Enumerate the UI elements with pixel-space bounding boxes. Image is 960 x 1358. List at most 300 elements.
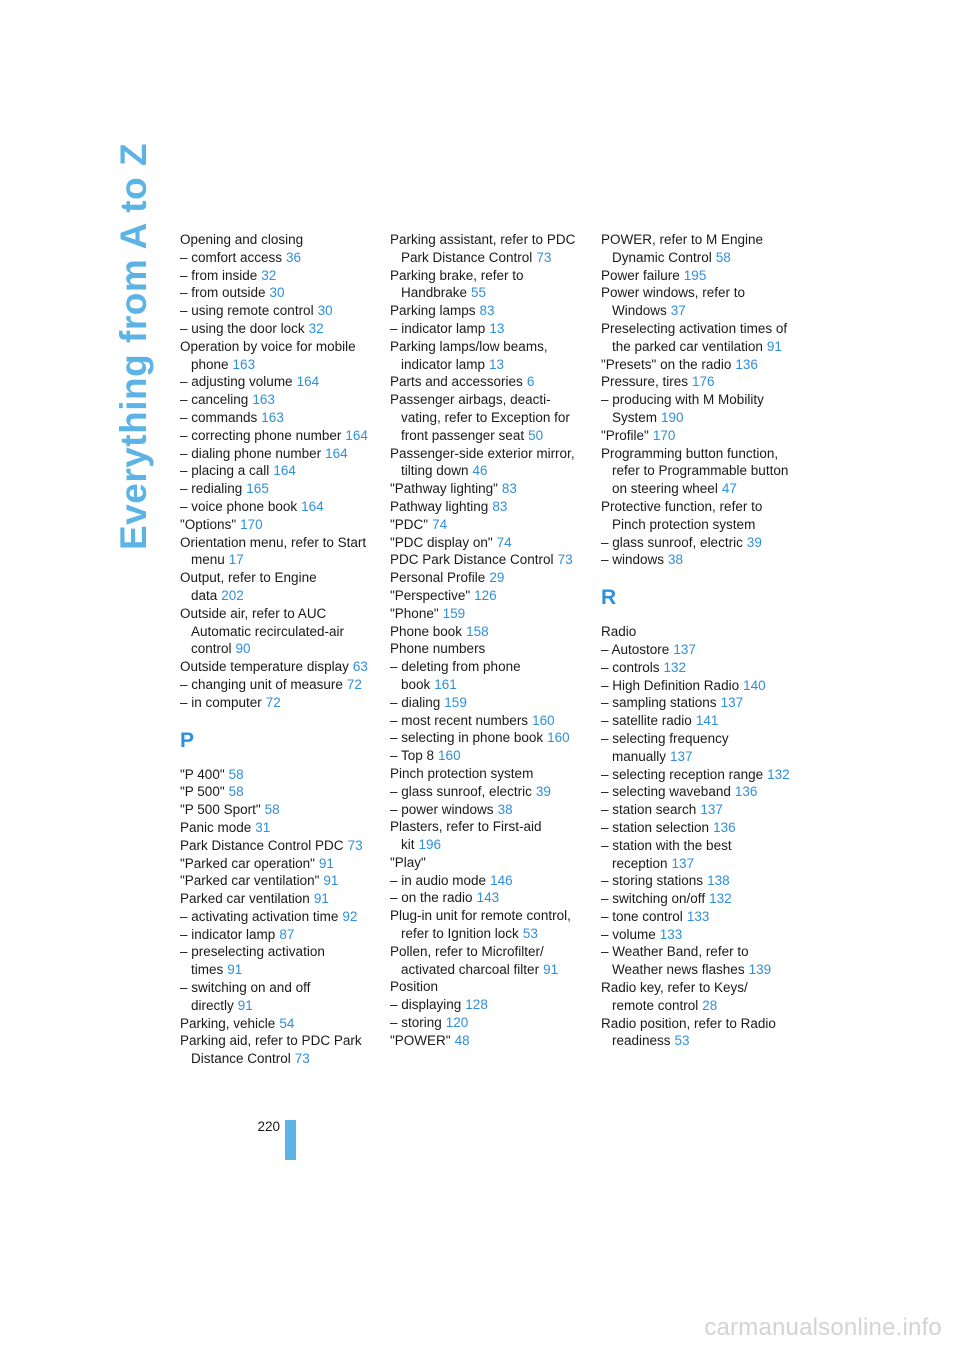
page-reference-link[interactable]: 136 — [735, 356, 758, 372]
index-entry-text: PDC Park Distance Control — [390, 552, 554, 568]
index-entry — [601, 926, 791, 944]
page-reference-link[interactable]: 202 — [221, 587, 244, 603]
index-entry — [601, 445, 791, 498]
page-reference-link[interactable]: 39 — [535, 783, 551, 799]
index-entry-text: Opening and closing — [180, 232, 304, 247]
page-reference-link[interactable]: 91 — [323, 873, 339, 889]
page-reference-link[interactable]: 74 — [496, 534, 512, 550]
page-reference-link[interactable]: 164 — [345, 427, 368, 443]
page-reference-link[interactable]: 91 — [227, 962, 243, 978]
index-entry-text: – tone control — [601, 908, 683, 924]
page-reference-link[interactable]: 55 — [471, 285, 487, 301]
index-entry — [601, 551, 791, 569]
index-entry-text: – Autostore — [601, 641, 670, 657]
page-reference-link[interactable]: 74 — [432, 516, 448, 532]
index-entry — [601, 427, 791, 445]
page-reference-link[interactable]: 72 — [265, 694, 281, 710]
page-reference-link[interactable]: 32 — [308, 320, 324, 336]
index-entry-text: Parking lamps/low beams, indicator lamp — [390, 338, 548, 372]
index-entry — [180, 694, 370, 712]
page-reference-link[interactable]: 163 — [232, 356, 256, 372]
page-reference-link[interactable]: 83 — [501, 481, 517, 497]
index-entry — [390, 818, 580, 854]
page-reference-link[interactable]: 128 — [465, 997, 488, 1013]
side-title: Everything from A to Z — [113, 142, 154, 550]
index-entry — [180, 462, 370, 480]
index-entry-text: Operation by voice for mobile phone — [180, 338, 356, 372]
index-entry — [180, 569, 370, 605]
index-entry-text: – changing unit of measure — [180, 676, 343, 692]
page-reference-link[interactable]: 36 — [286, 249, 302, 265]
index-entry-text: Pollen, refer to Microfilter/ activated charcoal filter — [390, 943, 544, 977]
index-entry-text: – deleting from phone book — [390, 659, 521, 692]
index-entry-text: Pathway lighting — [390, 498, 489, 514]
index-column-1 — [180, 231, 370, 1068]
page-reference-link[interactable]: 91 — [313, 891, 329, 907]
page-reference-link[interactable]: 195 — [683, 267, 707, 283]
page-reference-link[interactable]: 90 — [235, 641, 251, 657]
index-entry — [601, 872, 791, 890]
index-entry-text: Parking assistant, refer to PDC Park Distance Control — [390, 232, 576, 265]
index-entry-text: – canceling — [180, 392, 249, 408]
index-entry-text: "Phone" — [390, 605, 439, 621]
index-entry-text: Panic mode — [180, 819, 252, 835]
page-reference-link[interactable]: 170 — [652, 427, 676, 443]
index-column-2 — [390, 231, 580, 1050]
index-entry-text: – storing stations — [601, 873, 704, 889]
page-reference-link[interactable]: 48 — [454, 1032, 470, 1048]
index-entry — [180, 837, 370, 855]
index-entry — [390, 872, 580, 890]
page-reference-link[interactable]: 47 — [721, 481, 737, 497]
index-entry — [180, 801, 370, 819]
index-entry-text: Park Distance Control PDC — [180, 837, 344, 853]
index-entry-text: – most recent numbers — [390, 712, 529, 728]
index-entry-text: Pinch protection system — [390, 765, 534, 781]
index-entry-text: – commands — [180, 409, 258, 425]
page-reference-link[interactable]: 176 — [692, 374, 715, 390]
page-reference-link[interactable]: 83 — [492, 498, 508, 514]
page-reference-link[interactable]: 164 — [301, 498, 324, 514]
page-reference-link[interactable]: 17 — [228, 552, 244, 568]
page-reference-link[interactable]: 190 — [661, 409, 684, 425]
index-entry — [601, 231, 791, 267]
index-entry-text: – in audio mode — [390, 872, 487, 888]
index-entry-text: – placing a call — [180, 463, 270, 479]
index-entry — [601, 1015, 791, 1051]
index-entry-text: – switching on and off directly — [180, 980, 311, 1013]
index-entry — [390, 445, 580, 481]
index-entry-text: – indicator lamp — [180, 926, 276, 942]
index-entry — [390, 854, 580, 872]
index-entry-text: Parts and accessories — [390, 374, 523, 390]
page-reference-link[interactable]: 29 — [489, 570, 505, 586]
index-entry-text: – dialing phone number — [180, 445, 322, 461]
index-entry — [390, 1032, 580, 1050]
index-entry-text: Parking lamps — [390, 303, 476, 319]
page-reference-link[interactable]: 160 — [547, 730, 570, 746]
index-entry — [180, 658, 370, 676]
page-reference-link[interactable]: 132 — [663, 659, 687, 675]
index-entry-text: Outside air, refer to AUC Automatic recirculated-air control — [180, 605, 345, 657]
index-entry — [180, 534, 370, 570]
index-entry-text: – High Definition Radio — [601, 677, 740, 693]
page-reference-link[interactable]: 6 — [526, 374, 535, 390]
index-entry — [180, 943, 370, 979]
index-entry — [180, 676, 370, 694]
index-entry — [180, 908, 370, 926]
page-reference-link[interactable]: 91 — [237, 997, 253, 1013]
index-entry — [601, 320, 791, 356]
index-entry — [601, 943, 791, 979]
index-entry-text: "P 500 Sport" — [180, 802, 261, 818]
index-entry-text: – selecting in phone book — [390, 730, 544, 746]
index-entry — [390, 658, 580, 694]
index-entry — [390, 569, 580, 587]
index-entry-text: Plug-in unit for remote control, refer to Ignition lock — [390, 908, 571, 942]
index-entry-text: – from inside — [180, 267, 258, 283]
page-reference-link[interactable]: 13 — [489, 320, 505, 336]
page-reference-link[interactable]: 92 — [342, 908, 358, 924]
page-reference-link[interactable]: 159 — [444, 694, 467, 710]
page-reference-link[interactable]: 160 — [438, 748, 461, 764]
page-reference-link[interactable]: 132 — [767, 766, 790, 782]
index-entry — [601, 373, 791, 391]
index-entry — [180, 783, 370, 801]
index-entry-text: Radio — [601, 624, 637, 640]
index-entry-text: – from outside — [180, 285, 266, 301]
index-entry-text: – displaying — [390, 997, 462, 1013]
page-reference-link[interactable]: 39 — [746, 534, 762, 550]
page-reference-link[interactable]: 132 — [709, 891, 732, 907]
index-entry — [601, 979, 791, 1015]
footer-watermark: carmanualsonline.info — [704, 1314, 942, 1341]
index-entry-text: – using remote control — [180, 303, 314, 319]
index-entry-text: – power windows — [390, 801, 494, 817]
index-entry — [180, 926, 370, 944]
index-entry-text: – voice phone book — [180, 498, 298, 514]
index-entry-text: "Options" — [180, 516, 237, 532]
page-accent-bar — [285, 1120, 296, 1160]
index-entry — [601, 819, 791, 837]
index-entry — [390, 267, 580, 303]
index-entry — [390, 694, 580, 712]
page-reference-link[interactable]: 63 — [352, 659, 368, 675]
index-entry — [390, 747, 580, 765]
page-reference-link[interactable]: 137 — [671, 855, 695, 871]
index-entry-text: – windows — [601, 552, 665, 568]
index-entry-text: – volume — [601, 926, 656, 942]
index-entry — [180, 498, 370, 516]
section-letter: P — [180, 728, 195, 752]
page-reference-link[interactable]: 164 — [273, 463, 296, 479]
page-reference-link[interactable]: 137 — [720, 695, 744, 711]
index-entry — [390, 640, 580, 658]
index-entry-text: – producing with M Mobility System — [601, 392, 764, 425]
index-entry — [180, 284, 370, 302]
page-reference-link[interactable]: 30 — [269, 285, 285, 301]
page-reference-link[interactable]: 170 — [240, 516, 263, 532]
page-reference-link[interactable]: 146 — [490, 872, 513, 888]
index-entry-text: Orientation menu, refer to Start menu — [180, 534, 367, 568]
index-entry — [601, 267, 791, 285]
index-entry-text: Output, refer to Engine data — [180, 570, 317, 603]
page-reference-link[interactable]: 58 — [715, 249, 731, 265]
index-entry-text: – Weather Band, refer to Weather news flashes — [601, 944, 749, 978]
index-entry-text: – station selection — [601, 819, 710, 835]
index-entry — [390, 729, 580, 747]
index-entry — [601, 730, 791, 766]
index-entry-text: Plasters, refer to First-aid kit — [390, 819, 542, 853]
page-reference-link[interactable]: 143 — [476, 890, 500, 906]
page-reference-link[interactable]: 73 — [557, 552, 573, 568]
page-reference-link[interactable]: 133 — [686, 908, 710, 924]
index-entry — [601, 284, 791, 320]
index-entry-text: – switching on/off — [601, 891, 706, 907]
page-reference-link[interactable]: 58 — [228, 766, 244, 782]
index-entry-text: Radio key, refer to Keys/ remote control — [601, 980, 748, 1013]
index-entry — [180, 320, 370, 338]
page-reference-link[interactable]: 137 — [670, 748, 693, 764]
index-entry-text: – glass sunroof, electric — [601, 534, 743, 550]
index-entry-text: Parking aid, refer to PDC Park Distance Control — [180, 1033, 362, 1067]
index-entry — [390, 943, 580, 979]
page-reference-link[interactable]: 120 — [445, 1015, 469, 1031]
index-entry-text: "Parked car ventilation" — [180, 873, 320, 889]
index-entry-text: Outside temperature display — [180, 659, 349, 675]
index-entry — [390, 587, 580, 605]
index-entry — [390, 551, 580, 569]
index-entry-text: Passenger-side exterior mirror, tilting down — [390, 445, 575, 479]
index-entry-text: – selecting reception range — [601, 766, 764, 782]
index-entry — [601, 677, 791, 695]
page-reference-link[interactable]: 72 — [346, 676, 362, 692]
index-entry — [180, 409, 370, 427]
page-reference-link[interactable]: 164 — [296, 374, 320, 390]
index-entry — [390, 996, 580, 1014]
index-entry-text: "PDC" — [390, 516, 429, 532]
page-reference-link[interactable]: 53 — [674, 1033, 690, 1049]
index-column-3 — [601, 231, 791, 1050]
index-entry-text: – satellite radio — [601, 713, 692, 729]
page-reference-link[interactable]: 140 — [743, 677, 766, 693]
page-reference-link[interactable]: 31 — [255, 819, 271, 835]
index-entry — [180, 890, 370, 908]
index-entry — [180, 338, 370, 374]
index-entry-text: Parking brake, refer to Handbrake — [390, 267, 524, 301]
index-entry — [180, 1015, 370, 1033]
page-reference-link[interactable]: 161 — [434, 676, 457, 692]
index-entry — [601, 534, 791, 552]
index-entry-text: Passenger airbags, deacti-vating, refer to Exception for front passenger seat — [390, 392, 570, 443]
page-reference-link[interactable]: 141 — [695, 713, 719, 729]
page-reference-link[interactable]: 58 — [264, 802, 280, 818]
page-reference-link[interactable]: 136 — [713, 819, 736, 835]
page-reference-link[interactable]: 37 — [670, 303, 686, 319]
page-number: 220 — [257, 1119, 280, 1134]
index-entry — [180, 766, 370, 784]
index-entry-text: – selecting waveband — [601, 784, 731, 800]
index-entry — [390, 391, 580, 444]
page-reference-link[interactable]: 133 — [659, 926, 683, 942]
page-reference-link[interactable]: 136 — [734, 784, 758, 800]
page-reference-link[interactable]: 164 — [325, 445, 348, 461]
index-entry-text: – sampling stations — [601, 695, 717, 711]
index-entry — [180, 373, 370, 391]
index-entry-text: Protective function, refer to Pinch protection system — [601, 498, 763, 532]
index-entry — [180, 480, 370, 498]
index-entry-text: – station with the best reception — [601, 837, 732, 871]
index-entry — [180, 267, 370, 285]
index-entry — [180, 391, 370, 409]
index-entry — [390, 801, 580, 819]
index-entry-text: POWER, refer to M Engine Dynamic Control — [601, 232, 764, 265]
index-entry-text: "P 400" — [180, 766, 225, 782]
page-reference-link[interactable]: 28 — [702, 997, 718, 1013]
index-entry-text: "Play" — [390, 854, 426, 870]
index-entry — [390, 765, 580, 783]
index-entry-text: – correcting phone number — [180, 427, 342, 443]
page-reference-link[interactable]: 38 — [668, 552, 684, 568]
page-reference-link[interactable]: 91 — [318, 855, 334, 871]
page-reference-link[interactable]: 137 — [673, 641, 696, 657]
page-reference-link[interactable]: 73 — [347, 837, 363, 853]
section-letter: R — [601, 586, 617, 610]
index-entry-text: "POWER" — [390, 1032, 451, 1048]
index-entry — [180, 445, 370, 463]
index-entry-text: – glass sunroof, electric — [390, 783, 532, 799]
index-entry — [601, 712, 791, 730]
page-reference-link[interactable]: 73 — [294, 1051, 310, 1067]
index-entry — [390, 534, 580, 552]
index-entry — [601, 837, 791, 873]
index-entry-text: – Top 8 — [390, 748, 435, 764]
index-entry — [390, 373, 580, 391]
index-entry — [390, 783, 580, 801]
index-entry-text: – activating activation time — [180, 908, 339, 924]
index-entry-text: "P 500" — [180, 784, 225, 800]
index-entry — [390, 605, 580, 623]
index-entry-text: Radio position, refer to Radio readiness — [601, 1015, 776, 1049]
index-entry-text: "Profile" — [601, 427, 649, 443]
page-reference-link[interactable]: 126 — [474, 587, 497, 603]
page-reference-link[interactable]: 196 — [418, 837, 442, 853]
index-entry — [180, 302, 370, 320]
index-entry — [601, 391, 791, 427]
index-entry — [180, 872, 370, 890]
page-reference-link[interactable]: 137 — [700, 802, 723, 818]
page-reference-link[interactable]: 163 — [252, 392, 275, 408]
index-entry — [390, 712, 580, 730]
page-reference-link[interactable]: 54 — [279, 1015, 295, 1031]
page-reference-link[interactable]: 73 — [536, 249, 552, 265]
index-entry-text: Phone book — [390, 623, 463, 639]
index-entry-text: – controls — [601, 659, 660, 675]
index-entry — [601, 801, 791, 819]
page-reference-link[interactable]: 38 — [497, 801, 513, 817]
index-entry-text: – on the radio — [390, 890, 473, 906]
index-entry — [180, 979, 370, 1015]
index-entry-text: Power windows, refer to Windows — [601, 285, 746, 319]
index-entry-text: Phone numbers — [390, 641, 486, 657]
index-entry-text: "Perspective" — [390, 587, 471, 603]
index-entry — [180, 249, 370, 267]
index-entry — [180, 855, 370, 873]
page-reference-link[interactable]: 138 — [707, 873, 730, 889]
index-entry-text: Power failure — [601, 267, 680, 283]
page-reference-link[interactable]: 53 — [522, 926, 538, 942]
index-entry — [180, 427, 370, 445]
index-entry — [390, 978, 580, 996]
index-entry-text: – dialing — [390, 694, 441, 710]
page-reference-link[interactable]: 159 — [442, 605, 466, 621]
index-entry-text: – in computer — [180, 694, 262, 710]
index-entry — [180, 231, 370, 249]
index-entry-text: – adjusting volume — [180, 374, 293, 390]
index-entry-text: Programming button function, refer to Programmable button on steering wheel — [601, 445, 789, 497]
index-entry — [601, 356, 791, 374]
index-entry — [601, 641, 791, 659]
index-entry — [180, 516, 370, 534]
index-entry-text: – redialing — [180, 481, 243, 497]
index-entry-text: Position — [390, 979, 439, 995]
index-entry — [390, 1014, 580, 1032]
page-reference-link[interactable]: 46 — [472, 463, 488, 479]
page-reference-link[interactable]: 13 — [489, 356, 505, 372]
page-reference-link[interactable]: 32 — [261, 267, 277, 283]
index-entry — [390, 231, 580, 267]
page-reference-link[interactable]: 91 — [766, 338, 782, 354]
index-entry — [601, 908, 791, 926]
index-entry-text: Personal Profile — [390, 570, 486, 586]
index-entry-text: – indicator lamp — [390, 320, 486, 336]
index-entry-text: "Presets" on the radio — [601, 356, 732, 372]
page-reference-link[interactable]: 87 — [279, 926, 295, 942]
page-reference-link[interactable]: 160 — [532, 712, 555, 728]
index-entry-text: – station search — [601, 802, 697, 818]
page-reference-link[interactable]: 91 — [543, 961, 559, 977]
index-entry — [390, 480, 580, 498]
index-entry-text: – preselecting activation times — [180, 944, 325, 978]
page-reference-link[interactable]: 58 — [228, 784, 244, 800]
index-entry — [601, 783, 791, 801]
index-entry-text: Parked car ventilation — [180, 891, 310, 907]
index-entry-text: Pressure, tires — [601, 374, 689, 390]
index-entry-text: Parking, vehicle — [180, 1015, 276, 1031]
index-entry — [601, 659, 791, 677]
index-entry — [390, 889, 580, 907]
index-entry — [390, 516, 580, 534]
index-entry — [601, 766, 791, 784]
index-entry-text: – storing — [390, 1015, 442, 1031]
index-entry — [601, 498, 791, 534]
page-reference-link[interactable]: 30 — [317, 303, 333, 319]
index-entry — [601, 694, 791, 712]
index-entry-text: "PDC display on" — [390, 534, 493, 550]
page-reference-link[interactable]: 165 — [246, 481, 269, 497]
page-reference-link[interactable]: 158 — [466, 623, 489, 639]
index-entry — [390, 338, 580, 374]
index-entry-text: "Parked car operation" — [180, 855, 315, 871]
index-entry — [180, 605, 370, 658]
page-reference-link[interactable]: 83 — [479, 303, 495, 319]
index-entry — [390, 623, 580, 641]
index-entry — [180, 1032, 370, 1068]
index-entry-text: Preselecting activation times of the parked car ventilation — [601, 320, 788, 354]
page-reference-link[interactable]: 163 — [261, 409, 284, 425]
page-reference-link[interactable]: 50 — [528, 427, 544, 443]
page-reference-link[interactable]: 139 — [748, 962, 772, 978]
